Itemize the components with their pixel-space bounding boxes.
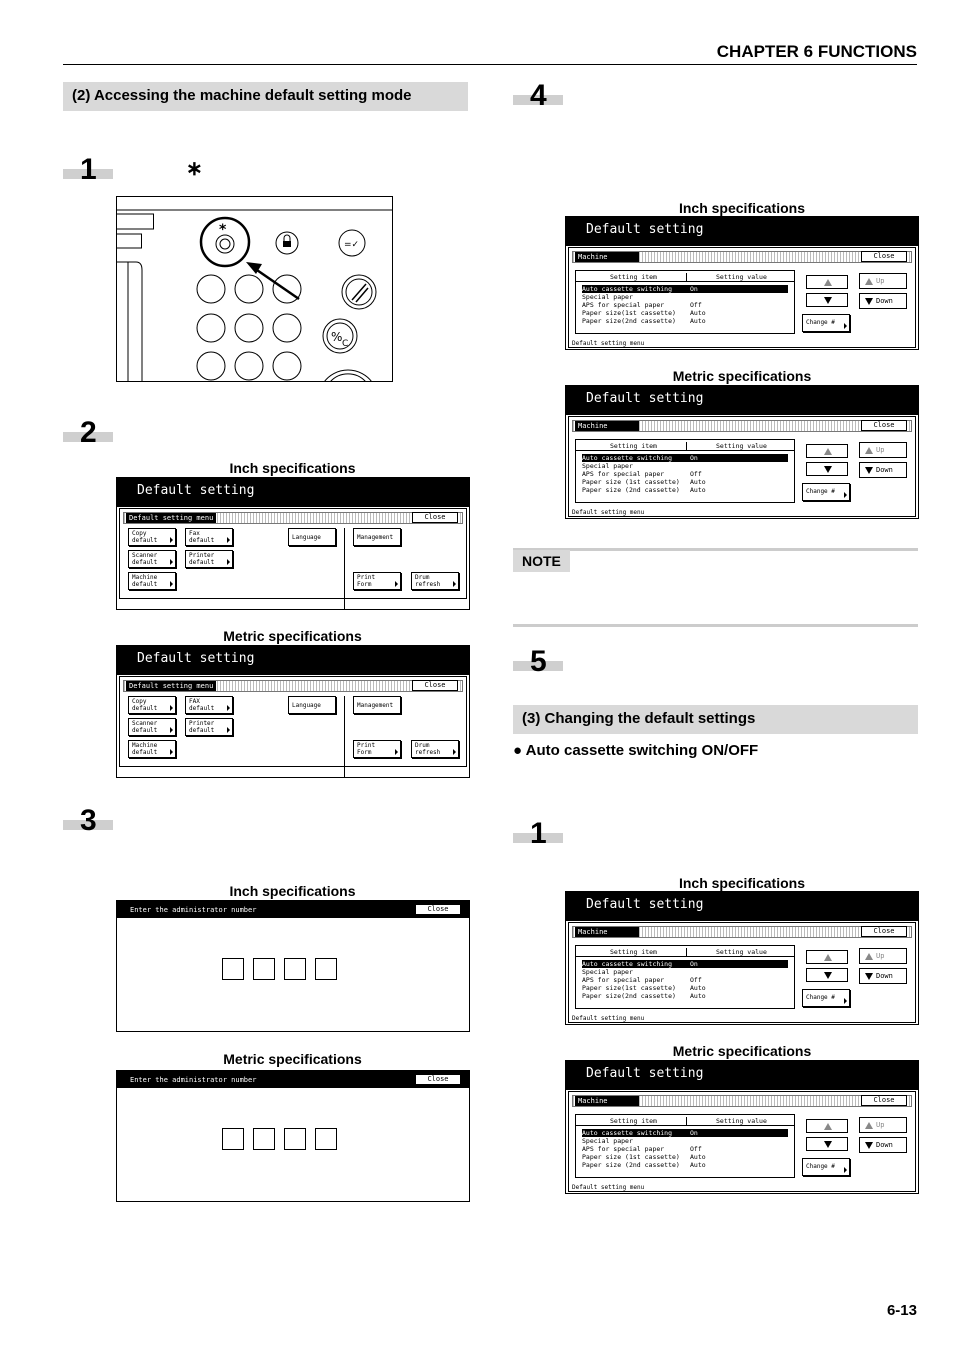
pin-digit-box[interactable] xyxy=(284,958,306,980)
divider xyxy=(344,696,345,778)
machine-default-screen-inch xyxy=(565,891,919,1025)
change-label: Change # xyxy=(806,488,835,495)
step-2-left xyxy=(63,416,113,451)
change-button[interactable] xyxy=(802,989,850,1007)
metric-caption: Metric specifications xyxy=(223,1051,362,1067)
close-button[interactable]: Close xyxy=(861,420,907,431)
setting-row[interactable] xyxy=(582,976,788,984)
setting-row[interactable] xyxy=(582,1145,788,1153)
btn-line2: default xyxy=(132,581,158,588)
setting-row[interactable] xyxy=(582,309,788,317)
btn-line2: default xyxy=(189,559,215,566)
change-label: Change # xyxy=(806,994,835,1001)
setting-row[interactable] xyxy=(582,462,788,470)
setting-value: Auto xyxy=(690,478,706,486)
screen-title: Default setting xyxy=(566,1061,918,1090)
strip-label: Machine default xyxy=(575,252,639,262)
btn-line1: Drum xyxy=(415,742,430,749)
screen-body xyxy=(568,1091,916,1192)
triangle-down-icon xyxy=(865,467,873,474)
setting-row[interactable] xyxy=(582,960,788,968)
step-5-right xyxy=(513,645,563,680)
default-setting-menu-screen-inch xyxy=(116,477,470,610)
setting-value: Auto xyxy=(690,1153,706,1161)
btn-line1: Scanner xyxy=(132,720,158,727)
up-label: Up xyxy=(876,446,885,454)
pin-digit-box[interactable] xyxy=(253,958,275,980)
btn-line1: Print xyxy=(357,742,376,749)
step-1-right xyxy=(513,817,563,852)
down-label: Down xyxy=(876,1141,893,1149)
scanner-default-button[interactable] xyxy=(128,718,176,736)
col-setting-value: Setting value xyxy=(716,273,767,281)
print-form-button[interactable] xyxy=(353,572,401,590)
bullet-auto-cassette: ● Auto cassette switching ON/OFF xyxy=(513,742,759,759)
triangle-down-icon xyxy=(824,972,832,979)
btn-line2: default xyxy=(189,705,215,712)
btn-line2: default xyxy=(189,727,215,734)
col-setting-item: Setting item xyxy=(610,948,657,956)
triangle-down-icon xyxy=(824,1141,832,1148)
step-number: 1 xyxy=(530,817,547,850)
down-button[interactable] xyxy=(859,1137,907,1153)
btn-line2: default xyxy=(132,727,158,734)
inch-caption: Inch specifications xyxy=(678,200,806,216)
scroll-down-button[interactable] xyxy=(806,968,848,982)
btn-line1: Print xyxy=(357,574,376,581)
up-button[interactable] xyxy=(859,442,907,458)
step-number: 5 xyxy=(530,645,547,678)
settings-table xyxy=(575,270,795,334)
metric-caption: Metric specifications xyxy=(223,628,362,644)
step-1-left xyxy=(63,153,113,188)
setting-value: Auto xyxy=(690,309,706,317)
setting-value: On xyxy=(690,454,698,462)
setting-row[interactable] xyxy=(582,478,788,486)
setting-row[interactable] xyxy=(582,1153,788,1161)
setting-item: Paper size (2nd cassette) xyxy=(582,486,680,494)
setting-row[interactable] xyxy=(582,984,788,992)
setting-item: Paper size(1st cassette) xyxy=(582,984,676,992)
screen-footer: Default setting menu xyxy=(572,340,645,347)
setting-row[interactable] xyxy=(582,1137,788,1145)
setting-value: Auto xyxy=(690,992,706,1000)
btn-line1: Copy xyxy=(132,698,147,705)
setting-row[interactable] xyxy=(582,317,788,325)
language-button[interactable]: Language xyxy=(288,696,336,714)
triangle-down-icon xyxy=(865,1142,873,1149)
setting-row[interactable] xyxy=(582,1129,788,1137)
setting-item: Auto cassette switching xyxy=(582,960,673,968)
down-label: Down xyxy=(876,297,893,305)
setting-row[interactable] xyxy=(582,470,788,478)
setting-row[interactable] xyxy=(582,1161,788,1169)
admin-prompt: Enter the administrator number xyxy=(130,906,257,914)
close-button[interactable]: Close xyxy=(861,251,907,262)
setting-value: Off xyxy=(690,1145,702,1153)
setting-item: Auto cassette switching xyxy=(582,454,673,462)
pin-digit-box[interactable] xyxy=(253,1128,275,1150)
step-number: 2 xyxy=(80,416,97,449)
close-button[interactable]: Close xyxy=(415,1074,461,1085)
change-button[interactable] xyxy=(802,1158,850,1176)
note-rule-top xyxy=(513,548,918,551)
up-button[interactable] xyxy=(859,273,907,289)
table-header xyxy=(576,1117,794,1126)
setting-item: APS for special paper xyxy=(582,1145,665,1153)
setting-item: Auto cassette switching xyxy=(582,1129,673,1137)
btn-line2: Form xyxy=(357,749,372,756)
screen-title: Default setting xyxy=(117,478,469,507)
setting-value: Off xyxy=(690,301,702,309)
strip-label: Machine default xyxy=(575,927,639,937)
pin-digit-box[interactable] xyxy=(222,1128,244,1150)
scroll-up-button[interactable] xyxy=(806,1119,848,1133)
machine-default-button[interactable] xyxy=(128,572,176,590)
menu-label: Default setting menu xyxy=(126,681,216,691)
screen-body xyxy=(568,416,916,517)
btn-line1: Scanner xyxy=(132,552,158,559)
triangle-up-icon xyxy=(824,279,832,286)
svg-text:=✓: =✓ xyxy=(344,240,360,250)
close-button[interactable]: Close xyxy=(415,904,461,915)
table-header xyxy=(576,948,794,957)
management-button[interactable]: Management xyxy=(353,696,401,714)
section-title-changing: (3) Changing the default settings xyxy=(513,705,918,734)
pin-digit-box[interactable] xyxy=(284,1128,306,1150)
btn-line1: Printer xyxy=(189,552,215,559)
btn-line2: refresh xyxy=(415,581,441,588)
language-button[interactable]: Language xyxy=(288,528,336,546)
btn-line2: refresh xyxy=(415,749,441,756)
step-number: 1 xyxy=(80,153,97,186)
note-rule-bottom xyxy=(513,624,918,627)
setting-value: Auto xyxy=(690,984,706,992)
machine-default-screen-metric xyxy=(565,385,919,519)
scroll-down-button[interactable] xyxy=(806,293,848,307)
setting-item: Paper size (2nd cassette) xyxy=(582,1161,680,1169)
table-header xyxy=(576,442,794,451)
pin-digit-box[interactable] xyxy=(315,958,337,980)
chapter-heading: CHAPTER 6 FUNCTIONS xyxy=(716,42,917,61)
setting-value: Off xyxy=(690,470,702,478)
change-label: Change # xyxy=(806,319,835,326)
setting-row[interactable] xyxy=(582,454,788,462)
setting-item: Special paper xyxy=(582,462,633,470)
header-rule xyxy=(63,64,917,65)
setting-item: Paper size (1st cassette) xyxy=(582,1153,680,1161)
scroll-up-button[interactable] xyxy=(806,444,848,458)
btn-line1: Fax xyxy=(189,530,200,537)
setting-row[interactable] xyxy=(582,968,788,976)
btn-line1: Printer xyxy=(189,720,215,727)
setting-row[interactable] xyxy=(582,486,788,494)
divider xyxy=(344,528,345,610)
setting-value: On xyxy=(690,960,698,968)
drum-refresh-button[interactable] xyxy=(411,740,459,758)
strip-label: Machine default xyxy=(575,421,639,431)
btn-line2: default xyxy=(132,537,158,544)
svg-text:C: C xyxy=(342,339,349,349)
triangle-up-icon xyxy=(824,954,832,961)
scroll-down-button[interactable] xyxy=(806,462,848,476)
drum-refresh-button[interactable] xyxy=(411,572,459,590)
setting-item: Paper size(1st cassette) xyxy=(582,309,676,317)
close-button[interactable]: Close xyxy=(861,926,907,937)
setting-row[interactable] xyxy=(582,992,788,1000)
scroll-up-button[interactable] xyxy=(806,950,848,964)
table-header xyxy=(576,273,794,282)
strip-label: Machine default xyxy=(575,1096,639,1106)
control-panel-drawing xyxy=(116,196,393,382)
up-button[interactable] xyxy=(859,948,907,964)
setting-item: Auto cassette switching xyxy=(582,285,673,293)
btn-line1: FAX xyxy=(189,698,200,705)
setting-value: Auto xyxy=(690,1161,706,1169)
triangle-up-icon xyxy=(824,1123,832,1130)
inch-caption: Inch specifications xyxy=(229,883,356,899)
screen-footer: Default setting menu xyxy=(572,1015,645,1022)
btn-line1: Machine xyxy=(132,742,158,749)
section-title-accessing: (2) Accessing the machine default setting mode xyxy=(63,82,468,111)
btn-line1: Machine xyxy=(132,574,158,581)
btn-line1: Drum xyxy=(415,574,430,581)
close-button[interactable]: Close xyxy=(412,512,458,523)
setting-value: Off xyxy=(690,976,702,984)
admin-prompt: Enter the administrator number xyxy=(130,1076,257,1084)
up-button[interactable] xyxy=(859,1117,907,1133)
close-button[interactable]: Close xyxy=(412,680,458,691)
machine-default-screen-metric xyxy=(565,1060,919,1194)
btn-line2: default xyxy=(132,705,158,712)
note-label: NOTE xyxy=(513,550,570,572)
settings-table xyxy=(575,1114,795,1178)
setting-item: APS for special paper xyxy=(582,976,665,984)
screen-title: Default setting xyxy=(566,892,918,921)
col-setting-item: Setting item xyxy=(610,1117,657,1125)
printer-default-button[interactable] xyxy=(185,550,233,568)
pin-digit-box[interactable] xyxy=(222,958,244,980)
admin-number-screen-inch xyxy=(116,900,470,1032)
setting-row[interactable] xyxy=(582,293,788,301)
col-setting-value: Setting value xyxy=(716,948,767,956)
setting-row[interactable] xyxy=(582,285,788,293)
scroll-down-button[interactable] xyxy=(806,1137,848,1151)
asterisk-symbol: ∗ xyxy=(186,158,203,180)
menu-label: Default setting menu xyxy=(126,513,216,523)
screen-body xyxy=(568,922,916,1023)
setting-item: Paper size (1st cassette) xyxy=(582,478,680,486)
triangle-up-icon xyxy=(824,448,832,455)
control-panel-illustration xyxy=(116,196,393,382)
svg-text:%: % xyxy=(331,330,343,344)
printer-default-button[interactable] xyxy=(185,718,233,736)
change-button[interactable] xyxy=(802,314,850,332)
inch-caption: Inch specifications xyxy=(678,875,806,891)
triangle-down-icon xyxy=(824,297,832,304)
up-label: Up xyxy=(876,952,885,960)
setting-value: On xyxy=(690,1129,698,1137)
down-button[interactable] xyxy=(859,462,907,478)
scanner-default-button[interactable] xyxy=(128,550,176,568)
btn-line2: default xyxy=(132,559,158,566)
default-setting-menu-screen-metric xyxy=(116,645,470,778)
triangle-down-icon xyxy=(824,466,832,473)
up-label: Up xyxy=(876,277,885,285)
btn-line2: default xyxy=(189,537,215,544)
screen-title: Default setting xyxy=(566,386,918,415)
screen-footer: Default setting menu xyxy=(572,1184,645,1191)
change-label: Change # xyxy=(806,1163,835,1170)
btn-line2: default xyxy=(132,749,158,756)
fax-default-button[interactable] xyxy=(185,696,233,714)
triangle-down-icon xyxy=(865,973,873,980)
print-form-button[interactable] xyxy=(353,740,401,758)
triangle-up-icon xyxy=(865,1122,873,1129)
metric-caption: Metric specifications xyxy=(672,1043,812,1059)
setting-value: Auto xyxy=(690,486,706,494)
up-label: Up xyxy=(876,1121,885,1129)
btn-line2: Form xyxy=(357,581,372,588)
setting-item: APS for special paper xyxy=(582,470,665,478)
setting-item: Paper size(2nd cassette) xyxy=(582,992,676,1000)
setting-item: Special paper xyxy=(582,1137,633,1145)
screen-footer: Default setting menu xyxy=(572,509,645,516)
down-button[interactable] xyxy=(859,293,907,309)
setting-item: Paper size(2nd cassette) xyxy=(582,317,676,325)
step-number: 3 xyxy=(80,804,97,837)
screen-body xyxy=(119,676,467,767)
page-number: 6-13 xyxy=(886,1302,917,1319)
triangle-up-icon xyxy=(865,447,873,454)
admin-number-screen-metric xyxy=(116,1070,470,1202)
triangle-up-icon xyxy=(865,278,873,285)
col-setting-item: Setting item xyxy=(610,273,657,281)
setting-value: On xyxy=(690,285,698,293)
triangle-down-icon xyxy=(865,298,873,305)
triangle-up-icon xyxy=(865,953,873,960)
close-button[interactable]: Close xyxy=(861,1095,907,1106)
screen-body xyxy=(119,508,467,599)
setting-item: Special paper xyxy=(582,968,633,976)
settings-table xyxy=(575,945,795,1009)
down-label: Down xyxy=(876,466,893,474)
setting-item: APS for special paper xyxy=(582,301,665,309)
setting-item: Special paper xyxy=(582,293,633,301)
metric-caption: Metric specifications xyxy=(672,368,812,384)
machine-default-screen-inch xyxy=(565,216,919,350)
screen-title: Default setting xyxy=(117,646,469,675)
step-number: 4 xyxy=(530,79,547,112)
copy-default-button[interactable] xyxy=(128,528,176,546)
management-button[interactable]: Management xyxy=(353,528,401,546)
step-3-left xyxy=(63,804,113,839)
btn-line1: Copy xyxy=(132,530,147,537)
inch-caption: Inch specifications xyxy=(229,460,356,476)
down-label: Down xyxy=(876,972,893,980)
scroll-up-button[interactable] xyxy=(806,275,848,289)
setting-row[interactable] xyxy=(582,301,788,309)
col-setting-value: Setting value xyxy=(716,442,767,450)
col-setting-value: Setting value xyxy=(716,1117,767,1125)
setting-value: Auto xyxy=(690,317,706,325)
col-setting-item: Setting item xyxy=(610,442,657,450)
copy-default-button[interactable] xyxy=(128,696,176,714)
pin-digit-box[interactable] xyxy=(315,1128,337,1150)
step-4-right xyxy=(513,79,563,114)
change-button[interactable] xyxy=(802,483,850,501)
machine-default-button[interactable] xyxy=(128,740,176,758)
settings-table xyxy=(575,439,795,503)
screen-title: Default setting xyxy=(566,217,918,246)
screen-body xyxy=(568,247,916,348)
fax-default-button[interactable] xyxy=(185,528,233,546)
svg-text:*: * xyxy=(219,222,227,238)
down-button[interactable] xyxy=(859,968,907,984)
